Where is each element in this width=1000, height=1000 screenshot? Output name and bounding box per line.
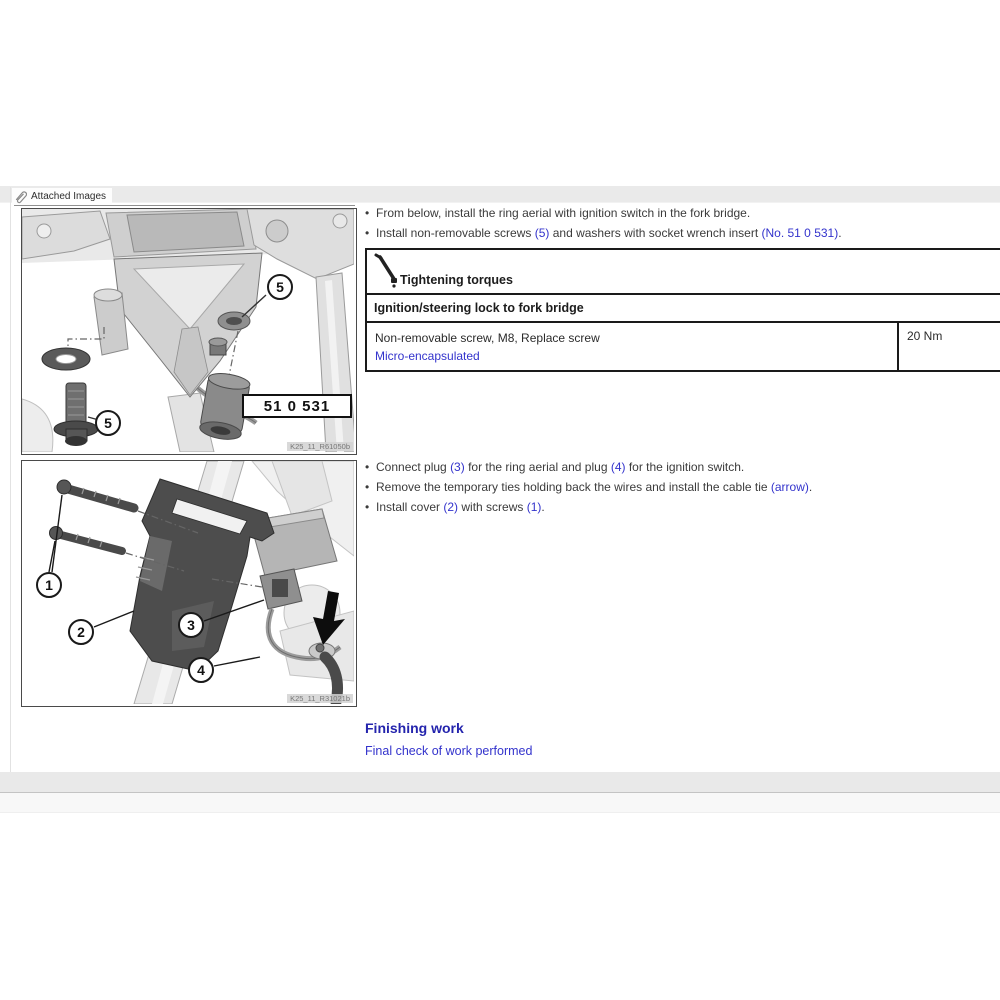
instruction-item [365, 477, 965, 497]
torque-row-value: 20 Nm [907, 329, 943, 343]
inline-reference-link[interactable]: (3) [450, 460, 465, 474]
inline-reference-link[interactable]: (No. 51 0 531) [761, 226, 839, 240]
footer-strip-light [0, 793, 1000, 813]
attachments-header-label: Attached Images [31, 191, 107, 202]
attachments-underline [14, 205, 355, 206]
bullet-icon: • [365, 460, 370, 474]
instruction-item [365, 497, 965, 517]
torque-row-description [367, 323, 899, 370]
instruction-item [365, 203, 965, 223]
content-left-border [10, 187, 11, 772]
callout-screw-top: 5 [267, 274, 293, 300]
attached-image-cover-install[interactable] [21, 460, 357, 707]
torque-table-section: Ignition/steering lock to fork bridge [367, 295, 1000, 323]
instruction-text: Remove the temporary ties holding back the wires and install the cable tie (arrow). [376, 480, 813, 494]
torque-row-description-text: Non-removable screw, M8, Replace screw [375, 331, 600, 345]
instruction-text: Connect plug (3) for the ring aerial and plug (4) for the ignition switch. [376, 460, 745, 474]
torque-table-row [367, 323, 1000, 370]
inline-reference-link[interactable]: (2) [443, 500, 459, 514]
instruction-text: Install cover (2) with screws (1). [376, 500, 545, 514]
instruction-list-1 [365, 203, 965, 243]
torque-wrench-icon [372, 252, 402, 290]
callout-screw-bottom: 5 [95, 410, 121, 436]
callout-plug-aerial: 3 [178, 612, 204, 638]
instruction-item [365, 457, 965, 477]
bullet-icon: • [365, 226, 370, 240]
instruction-list-2 [365, 457, 965, 517]
tool-number-label: 51 0 531 [242, 394, 352, 418]
bullet-icon: • [365, 480, 370, 494]
callout-screws: 1 [36, 572, 62, 598]
inline-reference-link[interactable]: (5) [534, 226, 550, 240]
final-check-link[interactable]: Final check of work performed [365, 744, 533, 758]
figure2-watermark: K25_11_R31021b [287, 694, 353, 704]
torque-table-header [367, 250, 1000, 295]
inline-reference-link[interactable]: (1) [526, 500, 542, 514]
finishing-work-heading: Finishing work [365, 720, 464, 736]
footer-strip [0, 772, 1000, 793]
instruction-text: Install non-removable screws (5) and washers with socket wrench insert (No. 51 0 531). [376, 226, 842, 240]
attachments-header-strip [0, 186, 1000, 203]
instruction-item [365, 223, 965, 243]
bullet-icon: • [365, 206, 370, 220]
torque-table [365, 248, 1000, 372]
instruction-text: From below, install the ring aerial with ignition switch in the fork bridge. [376, 206, 751, 220]
figure1-watermark: K25_11_R61050b [287, 442, 353, 452]
paperclip-icon [14, 190, 27, 204]
torque-table-title: Tightening torques [400, 273, 513, 287]
callout-cover: 2 [68, 619, 94, 645]
bullet-icon: • [365, 500, 370, 514]
callout-plug-ignition: 4 [188, 657, 214, 683]
attached-image-fork-bridge[interactable] [21, 208, 357, 455]
micro-encapsulated-link[interactable]: Micro-encapsulated [375, 349, 480, 363]
inline-reference-link[interactable]: (arrow) [770, 480, 809, 494]
inline-reference-link[interactable]: (4) [610, 460, 626, 474]
attachments-header [12, 188, 112, 205]
